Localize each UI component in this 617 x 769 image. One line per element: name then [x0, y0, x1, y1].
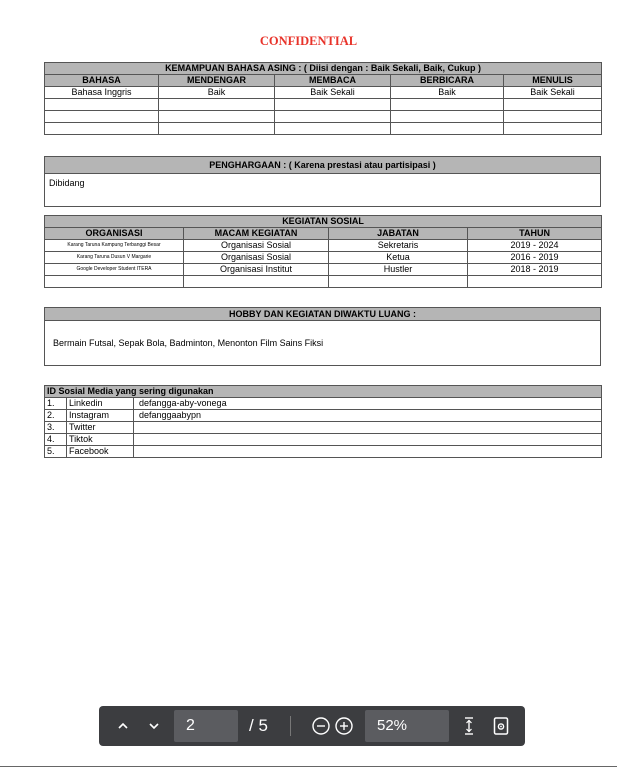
table-row	[45, 398, 602, 410]
social-activities-table	[44, 215, 602, 288]
bottom-divider	[0, 766, 617, 767]
table-cell	[45, 111, 159, 123]
table-cell: 3.	[45, 422, 67, 434]
hobby-body: Bermain Futsal, Sepak Bola, Badminton, Menonton Film Sains Fiksi	[45, 321, 601, 366]
table-cell: Twitter	[67, 422, 134, 434]
table-row	[45, 252, 602, 264]
table-row	[45, 123, 602, 135]
awards-table	[44, 156, 601, 207]
table-cell: Baik	[391, 87, 504, 99]
table-row	[45, 87, 602, 99]
language-skills-title: KEMAMPUAN BAHASA ASING : ( Diisi dengan : Baik Sekali, Baik, Cukup )	[45, 63, 602, 75]
table-cell: Karang Taruna Kampung Terbanggi Besar	[45, 240, 184, 252]
table-row	[45, 264, 602, 276]
table-cell	[468, 276, 602, 288]
table-cell	[275, 99, 391, 111]
table-cell	[134, 434, 602, 446]
table-cell	[45, 276, 184, 288]
table-cell	[184, 276, 329, 288]
table-cell: Organisasi Institut	[184, 264, 329, 276]
social-media-table	[44, 385, 602, 458]
table-cell: 4.	[45, 434, 67, 446]
toolbar-divider	[290, 716, 291, 736]
table-cell: 2016 - 2019	[468, 252, 602, 264]
table-cell: Baik Sekali	[275, 87, 391, 99]
hobby-table	[44, 307, 601, 366]
column-header: MACAM KEGIATAN	[184, 228, 329, 240]
table-cell: Ketua	[329, 252, 468, 264]
table-cell	[504, 123, 602, 135]
social-activities-title: KEGIATAN SOSIAL	[45, 216, 602, 228]
column-header: MENULIS	[504, 75, 602, 87]
table-cell	[45, 123, 159, 135]
table-row	[45, 111, 602, 123]
zoom-level-input[interactable]: 52%	[365, 710, 449, 742]
column-header: JABATAN	[329, 228, 468, 240]
table-cell: Organisasi Sosial	[184, 240, 329, 252]
column-header: ORGANISASI	[45, 228, 184, 240]
table-cell	[504, 111, 602, 123]
fit-page-icon[interactable]	[462, 706, 476, 746]
table-row	[45, 410, 602, 422]
zoom-in-icon[interactable]	[334, 706, 354, 746]
table-cell: 2019 - 2024	[468, 240, 602, 252]
table-cell	[134, 446, 602, 458]
document-settings-icon[interactable]	[492, 706, 510, 746]
table-cell: Bahasa Inggris	[45, 87, 159, 99]
table-cell	[504, 99, 602, 111]
table-cell: Organisasi Sosial	[184, 252, 329, 264]
table-row	[45, 276, 602, 288]
column-header: MEMBACA	[275, 75, 391, 87]
table-cell: 1.	[45, 398, 67, 410]
column-header: MENDENGAR	[159, 75, 275, 87]
table-cell: defangga-aby-vonega	[134, 398, 602, 410]
table-row	[45, 422, 602, 434]
page-total: / 5	[249, 716, 268, 735]
awards-body: Dibidang	[45, 174, 601, 207]
table-cell: defanggaabypn	[134, 410, 602, 422]
table-row	[45, 434, 602, 446]
zoom-out-icon[interactable]	[311, 706, 331, 746]
table-cell: Google Developer Student ITERA	[45, 264, 184, 276]
table-cell	[159, 111, 275, 123]
column-header: TAHUN	[468, 228, 602, 240]
table-cell	[159, 99, 275, 111]
table-cell	[159, 123, 275, 135]
table-cell: 2.	[45, 410, 67, 422]
table-cell	[391, 123, 504, 135]
table-cell: Baik	[159, 87, 275, 99]
awards-title: PENGHARGAAN : ( Karena prestasi atau partisipasi )	[45, 157, 601, 174]
table-cell: Facebook	[67, 446, 134, 458]
hobby-title: HOBBY DAN KEGIATAN DIWAKTU LUANG :	[45, 308, 601, 321]
table-cell: 2018 - 2019	[468, 264, 602, 276]
chevron-down-icon[interactable]	[147, 706, 161, 746]
column-header: BERBICARA	[391, 75, 504, 87]
table-cell: Instagram	[67, 410, 134, 422]
table-cell: Sekretaris	[329, 240, 468, 252]
table-cell	[329, 276, 468, 288]
table-cell	[275, 123, 391, 135]
table-cell: 5.	[45, 446, 67, 458]
confidential-heading: CONFIDENTIAL	[259, 34, 358, 48]
table-cell	[391, 99, 504, 111]
social-media-title: ID Sosial Media yang sering digunakan	[45, 386, 602, 398]
language-skills-table	[44, 62, 602, 135]
page-number-input[interactable]: 2	[174, 710, 238, 742]
table-row	[45, 99, 602, 111]
table-row	[45, 240, 602, 252]
table-cell	[45, 99, 159, 111]
table-cell: Linkedin	[67, 398, 134, 410]
table-cell: Karang Taruna Dusun V Margarie	[45, 252, 184, 264]
chevron-up-icon[interactable]	[116, 706, 130, 746]
pdf-toolbar	[99, 706, 525, 746]
column-header: BAHASA	[45, 75, 159, 87]
table-cell	[391, 111, 504, 123]
table-cell: Hustler	[329, 264, 468, 276]
table-cell	[134, 422, 602, 434]
table-cell	[275, 111, 391, 123]
table-cell: Tiktok	[67, 434, 134, 446]
table-cell: Baik Sekali	[504, 87, 602, 99]
table-row	[45, 446, 602, 458]
